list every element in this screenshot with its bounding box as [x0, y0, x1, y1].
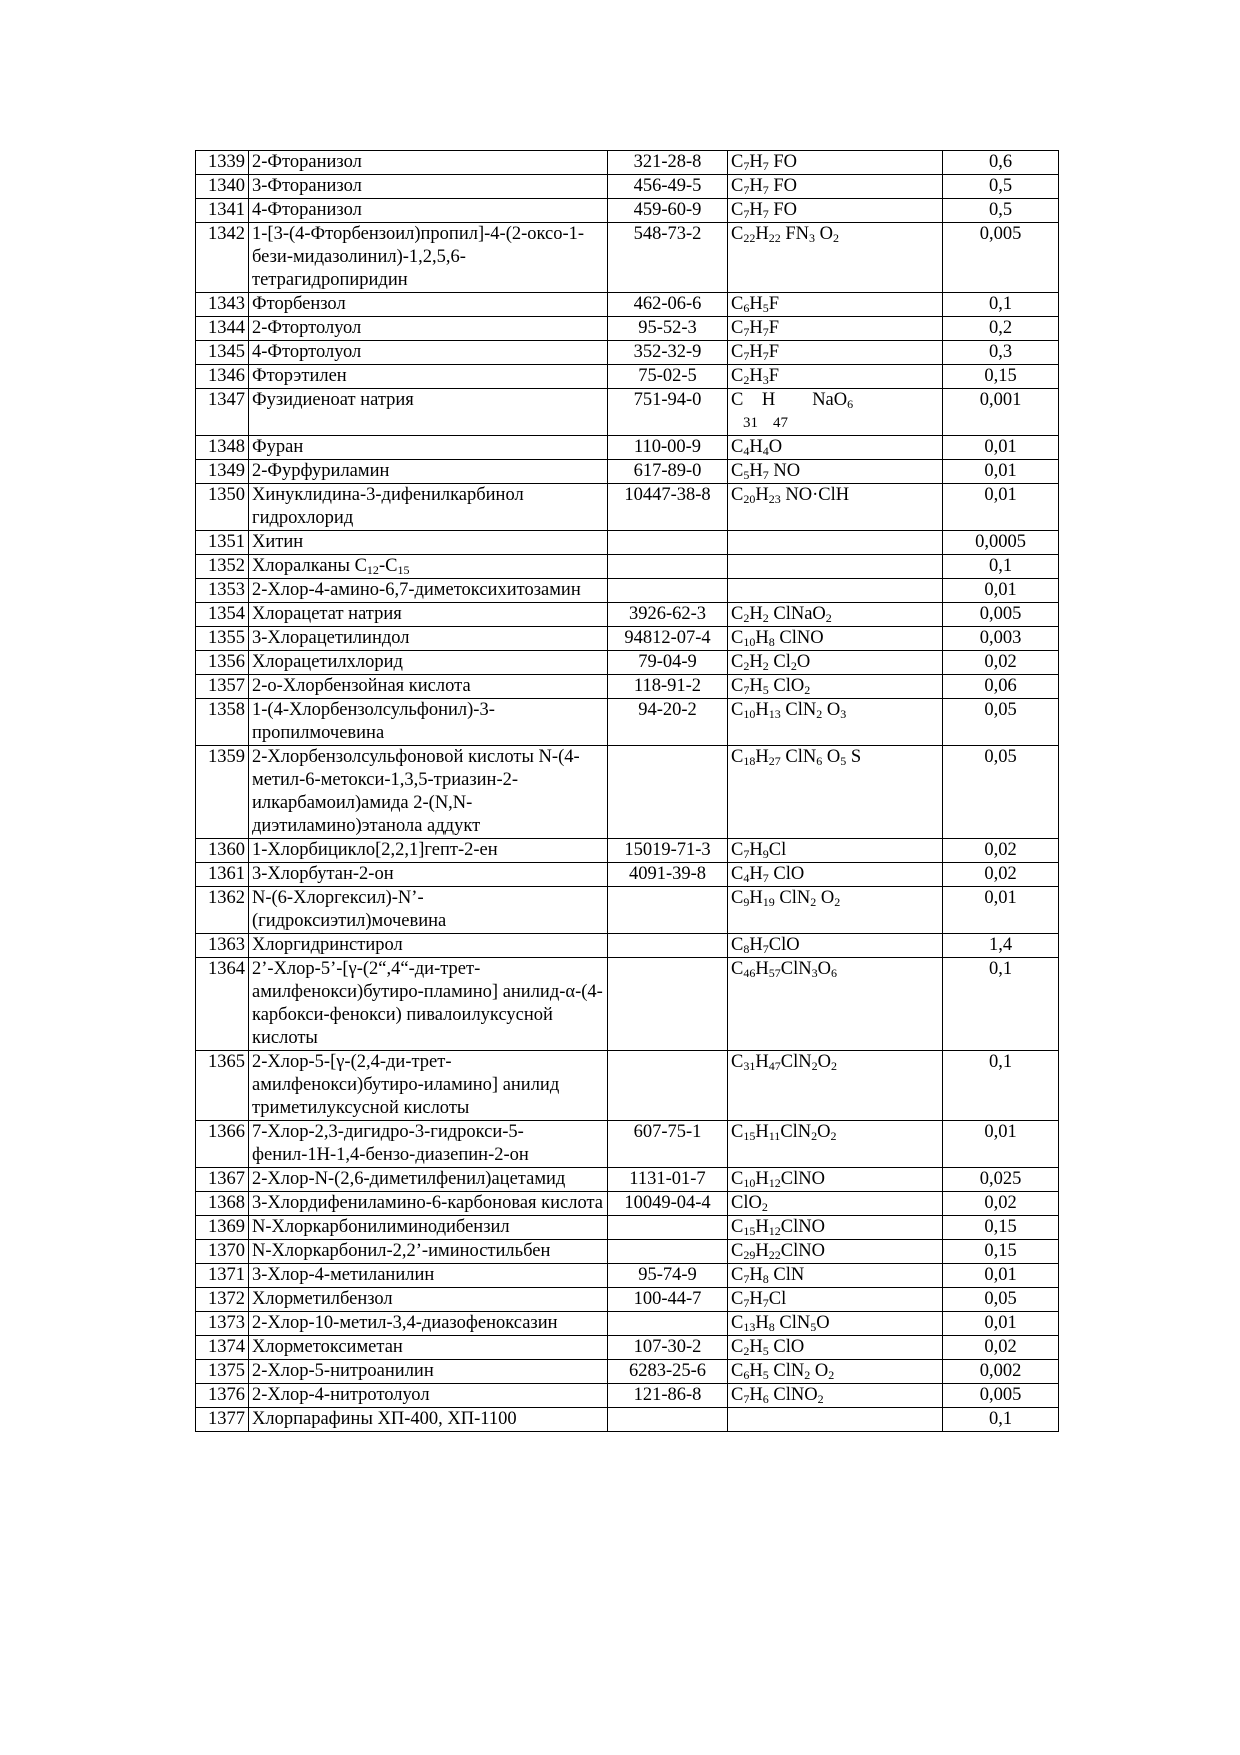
substance-name: Фторэтилен	[249, 365, 608, 389]
substance-name: Хлоргидринстирол	[249, 934, 608, 958]
chemical-formula: $C_7H_7F$	[728, 317, 943, 341]
substances-table-body	[196, 151, 1059, 1432]
table-row	[196, 863, 1059, 887]
cas-number	[608, 1408, 728, 1432]
row-number: 1372	[196, 1288, 249, 1312]
chemical-formula: $C_2H_5$ ClO	[728, 1336, 943, 1360]
limit-value: 0,5	[943, 175, 1059, 199]
chemical-formula: C H NaO$_6$ 31 47	[728, 389, 943, 436]
table-row	[196, 603, 1059, 627]
row-number: 1344	[196, 317, 249, 341]
table-row	[196, 1240, 1059, 1264]
table-row	[196, 1121, 1059, 1168]
substance-name: Хлорметоксиметан	[249, 1336, 608, 1360]
cas-number	[608, 555, 728, 579]
limit-value: 0,005	[943, 1384, 1059, 1408]
row-number: 1371	[196, 1264, 249, 1288]
cas-number: 100-44-7	[608, 1288, 728, 1312]
substance-name: 2’-Хлор-5’-[γ-(2“,4“-ди-трет-амилфенокси)бутиро-пламино] анилид-α-(4-карбокси-фенокси) пивалоилуксусной кислоты	[249, 958, 608, 1051]
substance-name: 3-Хлордифениламино-6-карбоновая кислота	[249, 1192, 608, 1216]
substance-name: Фуран	[249, 436, 608, 460]
row-number: 1341	[196, 199, 249, 223]
chemical-formula: $C_7H_7$ FO	[728, 175, 943, 199]
table-row	[196, 341, 1059, 365]
limit-value: 0,1	[943, 958, 1059, 1051]
row-number: 1342	[196, 223, 249, 293]
chemical-formula	[728, 531, 943, 555]
row-number: 1362	[196, 887, 249, 934]
substance-name: 3-Хлорацетилиндол	[249, 627, 608, 651]
row-number: 1353	[196, 579, 249, 603]
substance-name: 2-Хлор-4-амино-6,7-диметоксихитозамин	[249, 579, 608, 603]
limit-value: 0,002	[943, 1360, 1059, 1384]
limit-value: 0,003	[943, 627, 1059, 651]
table-row	[196, 555, 1059, 579]
row-number: 1365	[196, 1051, 249, 1121]
substance-name: Хлорацетат натрия	[249, 603, 608, 627]
limit-value: 0,1	[943, 293, 1059, 317]
row-number: 1347	[196, 389, 249, 436]
substance-name: 3-Хлорбутан-2-он	[249, 863, 608, 887]
substance-name: Фторбензол	[249, 293, 608, 317]
row-number: 1368	[196, 1192, 249, 1216]
cas-number: 607-75-1	[608, 1121, 728, 1168]
table-row	[196, 175, 1059, 199]
table-row	[196, 887, 1059, 934]
chemical-formula: ClO$_2$	[728, 1192, 943, 1216]
chemical-formula: $C_2H_2$ ClNaO$_2$	[728, 603, 943, 627]
limit-value: 0,001	[943, 389, 1059, 436]
chemical-formula: $C_7H_7F$	[728, 341, 943, 365]
substance-name: Хинуклидина-3-дифенилкарбинол гидрохлорид	[249, 484, 608, 531]
row-number: 1352	[196, 555, 249, 579]
substance-name: Фузидиеноат натрия	[249, 389, 608, 436]
substance-name: 2-Хлор-N-(2,6-диметилфенил)ацетамид	[249, 1168, 608, 1192]
substance-name: 2-Фторанизол	[249, 151, 608, 175]
cas-number	[608, 746, 728, 839]
limit-value: 0,01	[943, 436, 1059, 460]
cas-number	[608, 1051, 728, 1121]
table-row	[196, 293, 1059, 317]
table-row	[196, 389, 1059, 436]
limit-value: 0,15	[943, 365, 1059, 389]
cas-number: 352-32-9	[608, 341, 728, 365]
table-row	[196, 223, 1059, 293]
table-row	[196, 1192, 1059, 1216]
chemical-formula: $C_5H_7$ NO	[728, 460, 943, 484]
cas-number: 617-89-0	[608, 460, 728, 484]
chemical-formula: $C_{31}H_{47}ClN_2O_2$	[728, 1051, 943, 1121]
limit-value: 0,02	[943, 1336, 1059, 1360]
substance-name: N-Хлоркарбонил-2,2’-иминостильбен	[249, 1240, 608, 1264]
substance-name: 7-Хлор-2,3-дигидро-3-гидрокси-5-фенил-1Н-1,4-бензо-диазепин-2-он	[249, 1121, 608, 1168]
row-number: 1346	[196, 365, 249, 389]
chemical-formula: $C_{46}H_{57}ClN_3O_6$	[728, 958, 943, 1051]
chemical-formula: $C_{15}H_{11}ClN_2O_2$	[728, 1121, 943, 1168]
cas-number: 10447-38-8	[608, 484, 728, 531]
cas-number: 118-91-2	[608, 675, 728, 699]
chemical-formula: $C_7H_7Cl$	[728, 1288, 943, 1312]
substance-name: 1-(4-Хлорбензолсульфонил)-3-пропилмочевина	[249, 699, 608, 746]
row-number: 1345	[196, 341, 249, 365]
limit-value: 0,15	[943, 1216, 1059, 1240]
limit-value: 0,1	[943, 1051, 1059, 1121]
limit-value: 0,005	[943, 603, 1059, 627]
row-number: 1375	[196, 1360, 249, 1384]
row-number: 1361	[196, 863, 249, 887]
chemical-formula: $C_7H_9Cl$	[728, 839, 943, 863]
table-row	[196, 531, 1059, 555]
cas-number	[608, 1240, 728, 1264]
row-number: 1348	[196, 436, 249, 460]
row-number: 1354	[196, 603, 249, 627]
substance-name: 2-Хлор-5-нитроанилин	[249, 1360, 608, 1384]
table-row	[196, 460, 1059, 484]
substance-name: 4-Фторанизол	[249, 199, 608, 223]
cas-number: 4091-39-8	[608, 863, 728, 887]
limit-value: 0,0005	[943, 531, 1059, 555]
chemical-formula: $C_{15}H_{12}ClNO$	[728, 1216, 943, 1240]
table-row	[196, 1384, 1059, 1408]
chemical-formula: $C_{10}H_8$ ClNO	[728, 627, 943, 651]
table-row	[196, 675, 1059, 699]
chemical-formula: $C_{13}H_8$ ClN$_5$O	[728, 1312, 943, 1336]
cas-number	[608, 887, 728, 934]
chemical-formula: $C_4H_7$ ClO	[728, 863, 943, 887]
cas-number: 321-28-8	[608, 151, 728, 175]
chemical-formula: $C_7H_6$ ClNO$_2$	[728, 1384, 943, 1408]
chemical-formula	[728, 579, 943, 603]
cas-number	[608, 958, 728, 1051]
limit-value: 0,01	[943, 887, 1059, 934]
substance-name: 2-Хлор-5-[γ-(2,4-ди-трет-амилфенокси)бутиро-иламино] анилид триметилуксусной кислоты	[249, 1051, 608, 1121]
substance-name: N-(6-Хлоргексил)-N’-(гидроксиэтил)мочевина	[249, 887, 608, 934]
substance-name: 3-Фторанизол	[249, 175, 608, 199]
table-row	[196, 199, 1059, 223]
limit-value: 0,025	[943, 1168, 1059, 1192]
limit-value: 0,06	[943, 675, 1059, 699]
substance-name: 3-Хлор-4-метиланилин	[249, 1264, 608, 1288]
cas-number: 107-30-2	[608, 1336, 728, 1360]
row-number: 1376	[196, 1384, 249, 1408]
row-number: 1363	[196, 934, 249, 958]
cas-number: 79-04-9	[608, 651, 728, 675]
substance-name: 2-Хлор-4-нитротолуол	[249, 1384, 608, 1408]
table-row	[196, 1312, 1059, 1336]
table-row	[196, 839, 1059, 863]
row-number: 1350	[196, 484, 249, 531]
limit-value: 0,01	[943, 579, 1059, 603]
row-number: 1377	[196, 1408, 249, 1432]
limit-value: 0,1	[943, 555, 1059, 579]
substance-name: 2-Хлорбензолсульфоновой кислоты N-(4-метил-6-метокси-1,3,5-триазин-2-илкарбамоил)амида 2-(N,N-диэтиламино)этанола аддукт	[249, 746, 608, 839]
chemical-formula: $C_4H_4O$	[728, 436, 943, 460]
substance-name: Хлорпарафины ХП-400, ХП-1100	[249, 1408, 608, 1432]
limit-value: 0,3	[943, 341, 1059, 365]
table-row	[196, 1408, 1059, 1432]
limit-value: 0,01	[943, 1121, 1059, 1168]
table-row	[196, 1288, 1059, 1312]
row-number: 1360	[196, 839, 249, 863]
table-row	[196, 151, 1059, 175]
cas-number: 462-06-6	[608, 293, 728, 317]
limit-value: 0,5	[943, 199, 1059, 223]
row-number: 1356	[196, 651, 249, 675]
table-row	[196, 699, 1059, 746]
limit-value: 0,1	[943, 1408, 1059, 1432]
cas-number: 110-00-9	[608, 436, 728, 460]
cas-number: 751-94-0	[608, 389, 728, 436]
cas-number	[608, 1312, 728, 1336]
cas-number: 94-20-2	[608, 699, 728, 746]
substance-name: Хлорацетилхлорид	[249, 651, 608, 675]
limit-value: 0,02	[943, 651, 1059, 675]
cas-number: 10049-04-4	[608, 1192, 728, 1216]
chemical-formula: $C_{18}H_{27}$ ClN$_6$ $O_5$ S	[728, 746, 943, 839]
chemical-formula: $C_9H_{19}$ ClN$_2$ $O_2$	[728, 887, 943, 934]
substances-table	[195, 150, 1059, 1432]
cas-number: 15019-71-3	[608, 839, 728, 863]
row-number: 1339	[196, 151, 249, 175]
substance-name: 2-о-Хлорбензойная кислота	[249, 675, 608, 699]
limit-value: 0,05	[943, 1288, 1059, 1312]
row-number: 1349	[196, 460, 249, 484]
cas-number: 121-86-8	[608, 1384, 728, 1408]
row-number: 1366	[196, 1121, 249, 1168]
row-number: 1369	[196, 1216, 249, 1240]
chemical-formula: $C_{10}H_{12}ClNO$	[728, 1168, 943, 1192]
substance-name: 2-Хлор-10-метил-3,4-диазофеноксазин	[249, 1312, 608, 1336]
chemical-formula: $C_7H_7$ FO	[728, 151, 943, 175]
limit-value: 0,05	[943, 699, 1059, 746]
row-number: 1367	[196, 1168, 249, 1192]
cas-number: 3926-62-3	[608, 603, 728, 627]
row-number: 1370	[196, 1240, 249, 1264]
row-number: 1357	[196, 675, 249, 699]
table-row	[196, 365, 1059, 389]
cas-number: 548-73-2	[608, 223, 728, 293]
chemical-formula: $C_2H_2$ $Cl_2O$	[728, 651, 943, 675]
table-row	[196, 651, 1059, 675]
cas-number: 6283-25-6	[608, 1360, 728, 1384]
substance-name: 2-Фурфуриламин	[249, 460, 608, 484]
substance-name: Хлоралканы $C_{12}-C_{15}$	[249, 555, 608, 579]
cas-number	[608, 934, 728, 958]
row-number: 1358	[196, 699, 249, 746]
chemical-formula: $C_{29}H_{22}ClNO$	[728, 1240, 943, 1264]
substance-name: 1-[3-(4-Фторбензоил)пропил]-4-(2-оксо-1-бези-мидазолинил)-1,2,5,6-тетрагидропиридин	[249, 223, 608, 293]
cas-number: 94812-07-4	[608, 627, 728, 651]
chemical-formula: $C_2H_3F$	[728, 365, 943, 389]
substance-name: Хитин	[249, 531, 608, 555]
cas-number: 459-60-9	[608, 199, 728, 223]
chemical-formula: $C_6H_5F$	[728, 293, 943, 317]
chemical-formula: $C_{20}H_{23}$ NO·ClH	[728, 484, 943, 531]
limit-value: 0,6	[943, 151, 1059, 175]
cas-number	[608, 531, 728, 555]
substance-name: 1-Хлорбицикло[2,2,1]гепт-2-ен	[249, 839, 608, 863]
cas-number	[608, 1216, 728, 1240]
substance-name: 2-Фтортолуол	[249, 317, 608, 341]
limit-value: 0,05	[943, 746, 1059, 839]
table-row	[196, 934, 1059, 958]
row-number: 1343	[196, 293, 249, 317]
row-number: 1374	[196, 1336, 249, 1360]
row-number: 1364	[196, 958, 249, 1051]
table-row	[196, 317, 1059, 341]
limit-value: 0,01	[943, 1264, 1059, 1288]
substance-name: Хлорметилбензол	[249, 1288, 608, 1312]
table-row	[196, 1360, 1059, 1384]
cas-number: 95-74-9	[608, 1264, 728, 1288]
chemical-formula: $C_{22}H_{22}$ $FN_3$ $O_2$	[728, 223, 943, 293]
table-row	[196, 436, 1059, 460]
chemical-formula: $C_6H_5$ ClN$_2$ $O_2$	[728, 1360, 943, 1384]
cas-number: 95-52-3	[608, 317, 728, 341]
chemical-formula: $C_7H_8$ ClN	[728, 1264, 943, 1288]
table-row	[196, 579, 1059, 603]
table-row	[196, 958, 1059, 1051]
cas-number: 1131-01-7	[608, 1168, 728, 1192]
chemical-formula: $C_7H_7$ FO	[728, 199, 943, 223]
chemical-formula: $C_7H_5$ ClO$_2$	[728, 675, 943, 699]
chemical-formula: $C_{10}H_{13}$ ClN$_2$ $O_3$	[728, 699, 943, 746]
limit-value: 0,15	[943, 1240, 1059, 1264]
limit-value: 0,01	[943, 1312, 1059, 1336]
limit-value: 0,01	[943, 484, 1059, 531]
table-row	[196, 627, 1059, 651]
table-row	[196, 1264, 1059, 1288]
limit-value: 0,01	[943, 460, 1059, 484]
row-number: 1359	[196, 746, 249, 839]
chemical-formula	[728, 1408, 943, 1432]
table-row	[196, 746, 1059, 839]
row-number: 1351	[196, 531, 249, 555]
limit-value: 0,02	[943, 1192, 1059, 1216]
limit-value: 0,005	[943, 223, 1059, 293]
chemical-formula: $C_8H_7ClO$	[728, 934, 943, 958]
limit-value: 1,4	[943, 934, 1059, 958]
table-row	[196, 484, 1059, 531]
table-row	[196, 1168, 1059, 1192]
table-row	[196, 1051, 1059, 1121]
chemical-formula	[728, 555, 943, 579]
limit-value: 0,02	[943, 863, 1059, 887]
substance-name: N-Хлоркарбонилиминодибензил	[249, 1216, 608, 1240]
row-number: 1373	[196, 1312, 249, 1336]
cas-number: 75-02-5	[608, 365, 728, 389]
table-row	[196, 1216, 1059, 1240]
row-number: 1355	[196, 627, 249, 651]
cas-number	[608, 579, 728, 603]
row-number: 1340	[196, 175, 249, 199]
cas-number: 456-49-5	[608, 175, 728, 199]
limit-value: 0,02	[943, 839, 1059, 863]
limit-value: 0,2	[943, 317, 1059, 341]
table-row	[196, 1336, 1059, 1360]
substance-name: 4-Фтортолуол	[249, 341, 608, 365]
